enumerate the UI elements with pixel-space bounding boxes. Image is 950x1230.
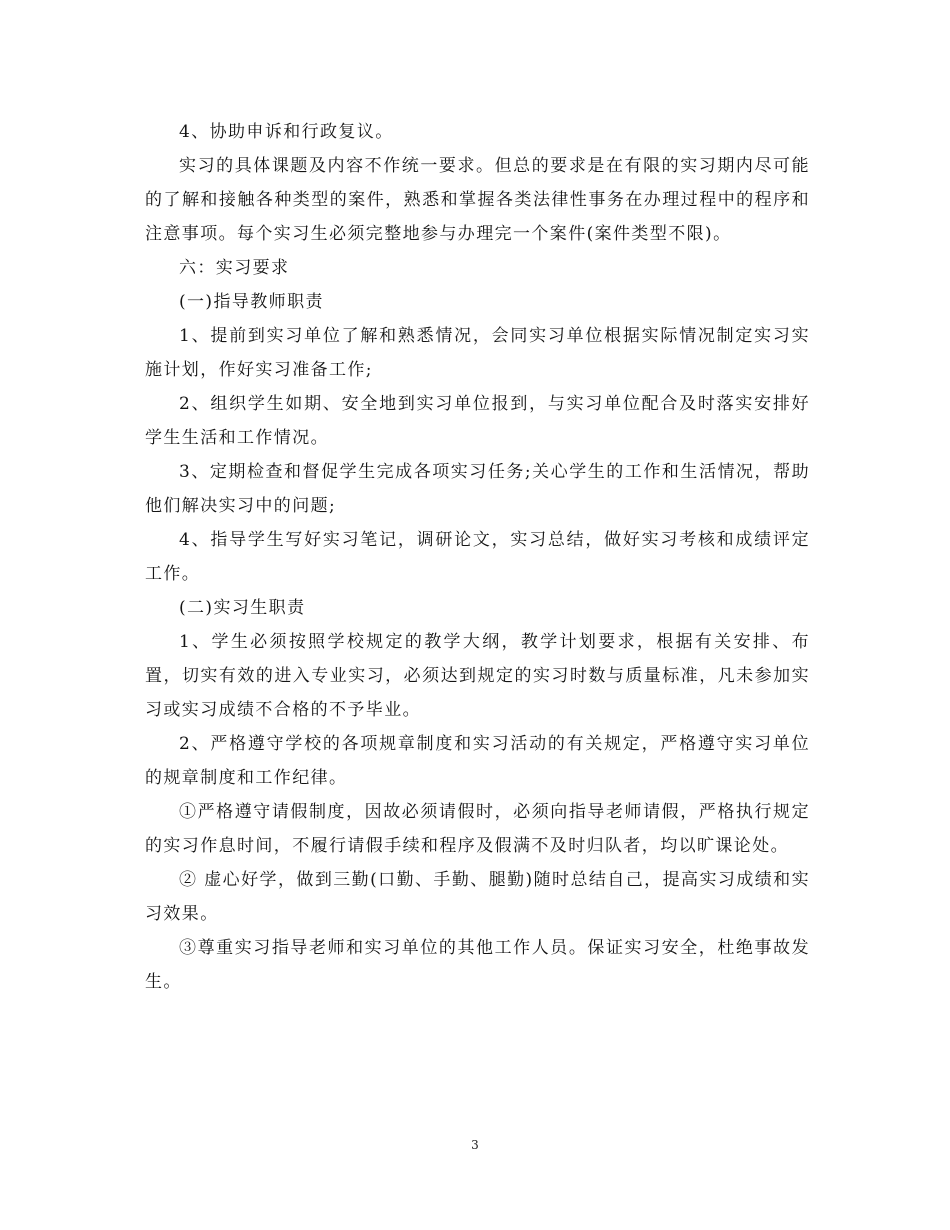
paragraph-intern-duty-2: 2、严格遵守学校的各项规章制度和实习活动的有关规定，严格遵守实习单位的规章制度和工作纪律。 [145,734,810,788]
paragraph-rule-respect: ③尊重实习指导老师和实习单位的其他工作人员。保证实习安全，杜绝事故发生。 [145,938,810,992]
page-number: 3 [471,1138,479,1152]
paragraph-rule-learning: ② 虚心好学，做到三勤(口勤、手勤、腿勤)随时总结自己，提高实习成绩和实习效果。 [145,870,810,924]
paragraph-teacher-duty-1: 1、提前到实习单位了解和熟悉情况，会同实习单位根据实际情况制定实习实施计划，作好实习准备工作; [145,326,810,380]
document-body [145,115,810,999]
section-heading-requirements: 六：实习要求 [179,258,290,278]
paragraph-intern-duty-1: 1、学生必须按照学校规定的教学大纲，教学计划要求，根据有关安排、布置，切实有效的进入专业实习，必须达到规定的实习时数与质量标准，凡未参加实习或实习成绩不合格的不予毕业。 [145,632,810,720]
paragraph-teacher-duty-2: 2、组织学生如期、安全地到实习单位报到，与实习单位配合及时落实安排好学生生活和工作情况。 [145,394,810,448]
subsection-heading-teacher-duties: (一)指导教师职责 [179,292,324,312]
paragraph-teacher-duty-3: 3、定期检查和督促学生完成各项实习任务;关心学生的工作和生活情况，帮助他们解决实习中的问题; [145,462,810,516]
paragraph-internship-topics: 实习的具体课题及内容不作统一要求。但总的要求是在有限的实习期内尽可能的了解和接触各种类型的案件，熟悉和掌握各类法律性事务在办理过程中的程序和注意事项。每个实习生必须完整地参与办理完一个案件(案件类型不限)。 [145,156,810,244]
paragraph-item-4: 4、协助申诉和行政复议。 [179,122,394,142]
paragraph-teacher-duty-4: 4、指导学生写好实习笔记，调研论文，实习总结，做好实习考核和成绩评定工作。 [145,530,810,584]
subsection-heading-intern-duties: (二)实习生职责 [179,598,306,618]
paragraph-rule-leave: ①严格遵守请假制度，因故必须请假时，必须向指导老师请假，严格执行规定的实习作息时间，不履行请假手续和程序及假满不及时归队者，均以旷课论处。 [145,802,810,856]
